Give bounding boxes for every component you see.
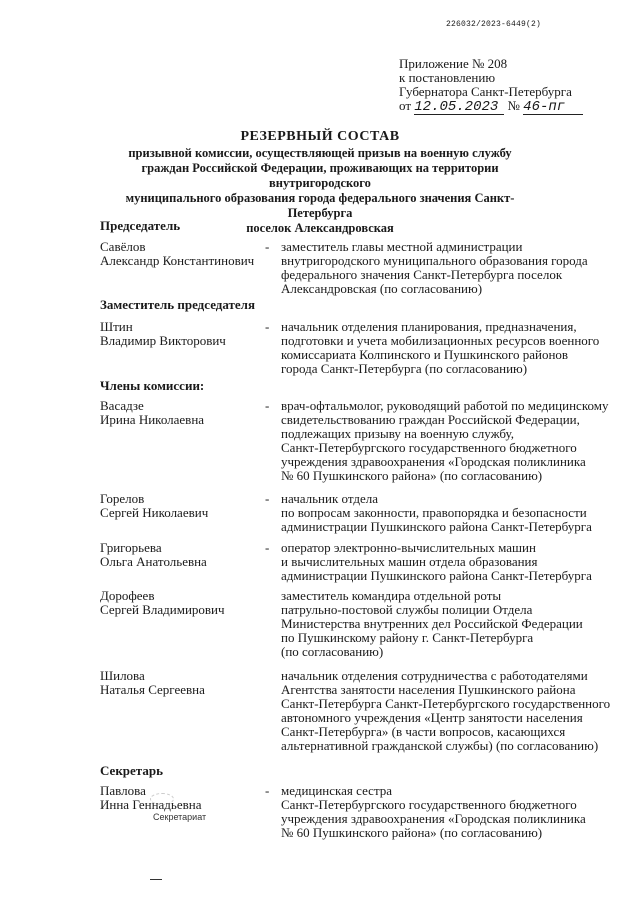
date-field — [414, 99, 504, 115]
dash-separator: - — [265, 319, 270, 334]
person-given-name: Инна Геннадьевна — [100, 797, 202, 812]
description-line: Санкт-Петербургского государственного бюджетного — [281, 797, 577, 812]
person-description — [281, 399, 626, 483]
person-given-name: Владимир Викторович — [100, 333, 226, 348]
appendix-line-2: к постановлению — [399, 70, 496, 85]
person-description — [281, 320, 626, 376]
description-line: подлежащих призыву на военную службу, — [281, 426, 514, 441]
person-description — [281, 240, 626, 296]
stamp-text: Секретариат — [153, 812, 207, 822]
description-line: Александровская (по согласованию) — [281, 281, 483, 296]
appendix-block — [399, 57, 583, 115]
description-line: учреждения здравоохранения «Городская поликлиника — [281, 454, 586, 469]
description-line: по Пушкинскому району г. Санкт-Петербурга — [281, 630, 534, 645]
description-line: начальник отделения сотрудничества с работодателями — [281, 668, 588, 683]
date-prefix: от — [399, 98, 412, 113]
section-secretary: Секретарь — [100, 763, 163, 778]
section-chairman: Председатель — [100, 218, 181, 233]
person-given-name: Александр Константинович — [100, 253, 255, 268]
description-line: автономного учреждения «Центр занятости населения — [281, 710, 583, 725]
description-line: начальник отдела — [281, 491, 379, 506]
description-line: врач-офтальмолог, руководящий работой по медицинскому — [281, 398, 609, 413]
number-value: 46-пг — [523, 99, 566, 115]
description-line: администрации Пушкинского района Санкт-Петербурга — [281, 519, 592, 534]
description-line: Санкт-Петербурга Санкт-Петербургского государственного — [281, 696, 611, 711]
person-name — [100, 541, 207, 569]
description-line: Санкт-Петербургского государственного бюджетного — [281, 440, 577, 455]
document-number: 226032/2023-6449(2) — [446, 20, 542, 29]
signature-mark — [150, 793, 174, 805]
person-given-name: Ирина Николаевна — [100, 412, 205, 427]
person-surname: Дорофеев — [100, 588, 155, 603]
appendix-line-3: Губернатора Санкт-Петербурга — [399, 84, 572, 99]
number-prefix: № — [507, 98, 520, 113]
description-line: заместитель главы местной администрации — [281, 239, 523, 254]
appendix-line-1: Приложение № 208 — [399, 56, 508, 71]
description-line: федерального значения Санкт-Петербурга поселок — [281, 267, 563, 282]
subtitle-line: муниципального образования города федерального значения Санкт-Петербурга — [125, 191, 515, 220]
subtitle-line: поселок Александровская — [246, 221, 394, 235]
section-deputy: Заместитель председателя — [100, 297, 256, 312]
person-surname: Шилова — [100, 668, 145, 683]
page-mark — [150, 879, 162, 880]
person-given-name: Сергей Николаевич — [100, 505, 209, 520]
subtitle-line: граждан Российской Федерации, проживающих на территории внутригородского — [141, 161, 499, 190]
description-line: города Санкт-Петербурга (по согласованию) — [281, 361, 528, 376]
description-line: комиссариата Колпинского и Пушкинского районов — [281, 347, 569, 362]
number-field — [523, 99, 583, 115]
description-line: администрации Пушкинского района Санкт-Петербурга — [281, 568, 592, 583]
person-description — [281, 492, 626, 534]
description-line: и вычислительных машин отдела образования — [281, 554, 538, 569]
description-line: внутригородского муниципального образования города — [281, 253, 588, 268]
description-line: патрульно-постовой службы полиции Отдела — [281, 602, 533, 617]
person-description — [281, 784, 626, 840]
description-line: № 60 Пушкинского района» (по согласованию) — [281, 468, 543, 483]
person-name — [100, 669, 205, 697]
person-description — [281, 541, 626, 583]
description-line: по вопросам законности, правопорядка и безопасности — [281, 505, 587, 520]
dash-separator: - — [265, 783, 270, 798]
person-name — [100, 240, 254, 268]
description-line: (по согласованию) — [281, 644, 384, 659]
dash-separator: - — [265, 239, 270, 254]
description-line: оператор электронно-вычислительных машин — [281, 540, 536, 555]
description-line: Агентства занятости населения Пушкинского района — [281, 682, 576, 697]
description-line: Санкт-Петербурга» (в части вопросов, касающихся — [281, 724, 566, 739]
person-name — [100, 399, 204, 427]
dash-separator: - — [265, 398, 270, 413]
dash-separator: - — [265, 491, 270, 506]
date-value: 12.05.2023 — [414, 99, 499, 115]
subtitle-line: призывной комиссии, осуществляющей призыв на военную службу — [128, 146, 512, 160]
description-line: Министерства внутренних дел Российской Федерации — [281, 616, 583, 631]
person-given-name: Сергей Владимирович — [100, 602, 225, 617]
description-line: № 60 Пушкинского района» (по согласованию) — [281, 825, 543, 840]
document-title: РЕЗЕРВНЫЙ СОСТАВ — [240, 129, 400, 144]
description-line: альтернативной гражданской службы) (по согласованию) — [281, 738, 599, 753]
section-members: Члены комиссии: — [100, 378, 205, 393]
description-line: заместитель командира отдельной роты — [281, 588, 502, 603]
person-surname: Григорьева — [100, 540, 162, 555]
description-line: подготовки и учета мобилизационных ресурсов военного — [281, 333, 600, 348]
appendix-date-line — [399, 99, 583, 115]
person-surname: Штин — [100, 319, 133, 334]
description-line: начальник отделения планирования, предназначения, — [281, 319, 577, 334]
description-line: медицинская сестра — [281, 783, 393, 798]
person-surname: Горелов — [100, 491, 145, 506]
person-surname: Васадзе — [100, 398, 144, 413]
description-line: свидетельствованию граждан Российской Федерации, — [281, 412, 580, 427]
person-surname: Савёлов — [100, 239, 146, 254]
dash-separator: - — [265, 540, 270, 555]
person-name — [100, 589, 225, 617]
person-description — [281, 669, 626, 753]
person-surname: Павлова — [100, 783, 146, 798]
person-given-name: Наталья Сергеевна — [100, 682, 205, 697]
person-given-name: Ольга Анатольевна — [100, 554, 207, 569]
person-name — [100, 492, 208, 520]
person-description — [281, 589, 626, 659]
description-line: учреждения здравоохранения «Городская поликлиника — [281, 811, 586, 826]
person-name — [100, 320, 226, 348]
